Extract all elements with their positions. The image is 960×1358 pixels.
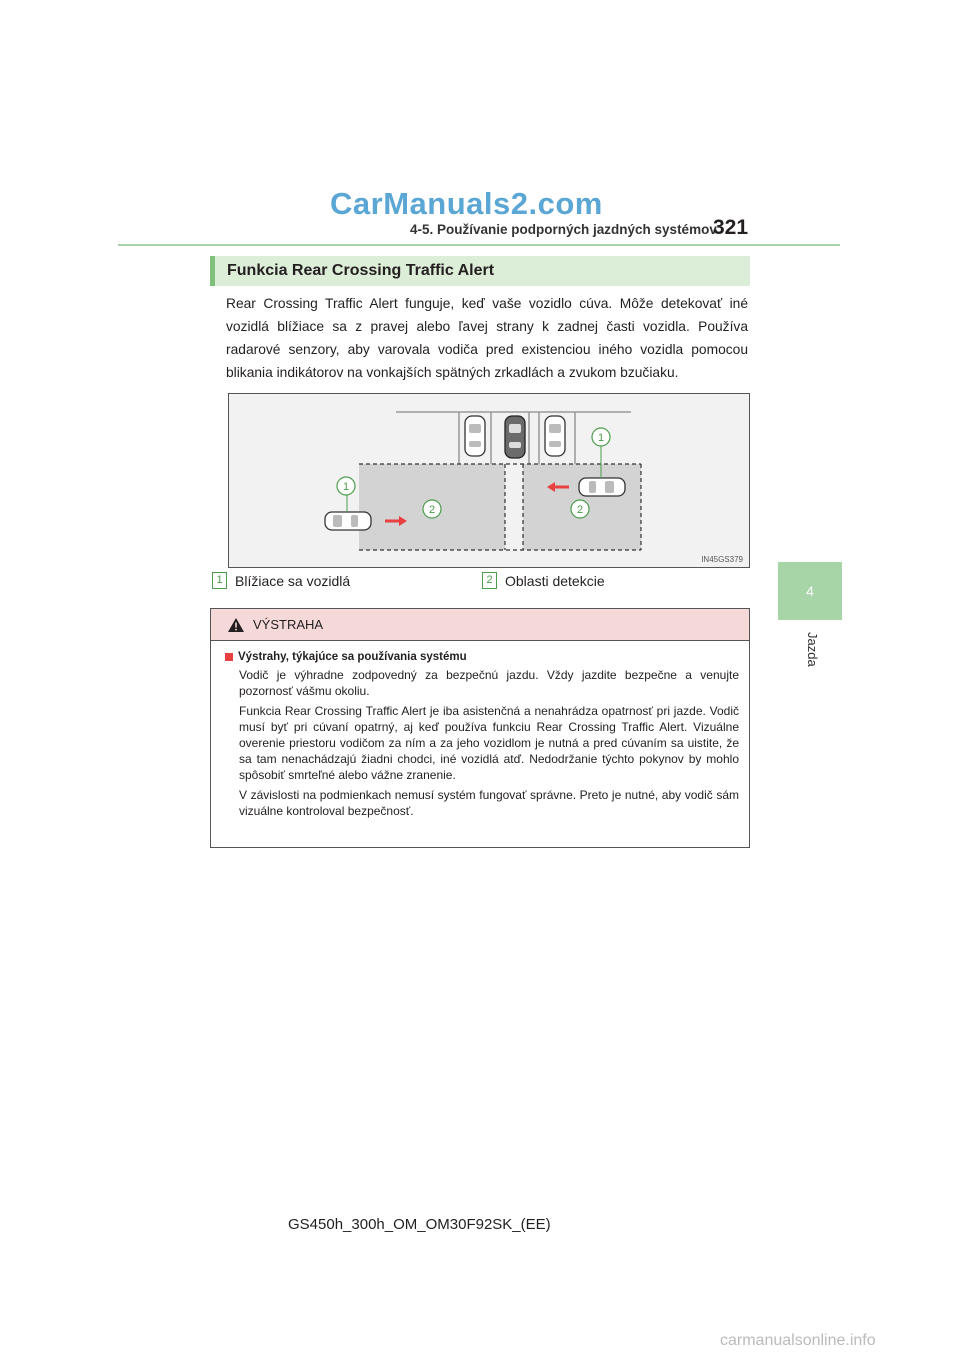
chapter-tab-label: Jazda <box>805 632 820 667</box>
legend-item-detection <box>482 572 605 589</box>
warning-paragraph: Funkcia Rear Crossing Traffic Alert je iba asistenčná a nenahrádza opatrnosť pri jazde. Vodič musí byť pri cúvaní opatrný, aj keď používa funkciu Rear Crossing Traffic Alert. Vizuálne overenie priestoru vodičom za ním a za jeho vozidlom je nutná a pred cúvaním sa uistite, že sa tam nenachádzajú žiadni chodci, iné vozidlá atď. Nedodržanie týchto pokynov by mohlo spôsobiť smrteľné alebo vážne zranenie. <box>239 704 739 782</box>
footer-model-code: GS450h_300h_OM_OM30F92SK_(EE) <box>288 1216 551 1233</box>
callout-1-left <box>337 477 355 495</box>
legend-number: 2 <box>482 572 497 589</box>
legend-label: Blížiace sa vozidlá <box>235 572 351 589</box>
svg-text:2: 2 <box>576 504 584 516</box>
rcta-illustration <box>228 393 750 568</box>
approaching-car-left <box>325 512 371 530</box>
page-number: 321 <box>713 216 749 239</box>
warning-title-text: Výstrahy, týkajúce sa používania systému <box>238 651 467 663</box>
parking-diagram <box>229 394 749 567</box>
svg-text:1: 1 <box>597 432 605 444</box>
section-title: Funkcia Rear Crossing Traffic Alert <box>210 256 750 286</box>
svg-text:1: 1 <box>342 481 350 493</box>
watermark-logo: CarManuals2.com <box>330 186 603 221</box>
parked-car-1 <box>465 416 485 456</box>
approaching-car-right <box>579 478 625 496</box>
warning-paragraph: V závislosti na podmienkach nemusí systém fungovať správne. Preto je nutné, aby vodič sám vizuálne kontroloval bezpečnosť. <box>239 788 739 818</box>
warning-triangle-icon <box>227 617 245 633</box>
figure-code: IN45GS379 <box>701 555 743 564</box>
svg-text:2: 2 <box>428 504 436 516</box>
footer-watermark: carmanualsonline.info <box>720 1332 876 1349</box>
parked-car-2 <box>545 416 565 456</box>
warning-header <box>211 609 749 641</box>
warning-header-label: VÝSTRAHA <box>253 617 324 632</box>
chapter-header: 4-5. Používanie podporných jazdných systémov <box>410 222 717 237</box>
bullet-square-icon <box>225 653 233 661</box>
warning-paragraph: Vodič je výhradne zodpovedný za bezpečnú jazdu. Vždy jazdite bezpečne a venujte pozornosť vášmu okoliu. <box>239 668 739 698</box>
warning-body <box>211 641 749 819</box>
legend-label: Oblasti detekcie <box>505 572 605 589</box>
legend-number: 1 <box>212 572 227 589</box>
header-divider <box>118 244 840 246</box>
legend-item-approaching <box>212 572 350 589</box>
callout-2-right <box>571 500 589 518</box>
callout-1-right <box>592 428 610 446</box>
warning-title <box>225 651 739 663</box>
chapter-tab[interactable]: 4 <box>778 562 842 620</box>
callout-2-left <box>423 500 441 518</box>
warning-box <box>210 608 750 848</box>
section-body: Rear Crossing Traffic Alert funguje, keď vaše vozidlo cúva. Môže detekovať iné vozidlá blížiace sa z pravej alebo ľavej strany k zadnej časti vozidla. Používa radarové senzory, aby varovala vodiča pred existenciou iného vozidla pomocou blikania indikátorov na vonkajších spätných zrkadlách a zvukom bzučiaku. <box>226 296 748 380</box>
own-car <box>505 416 525 458</box>
